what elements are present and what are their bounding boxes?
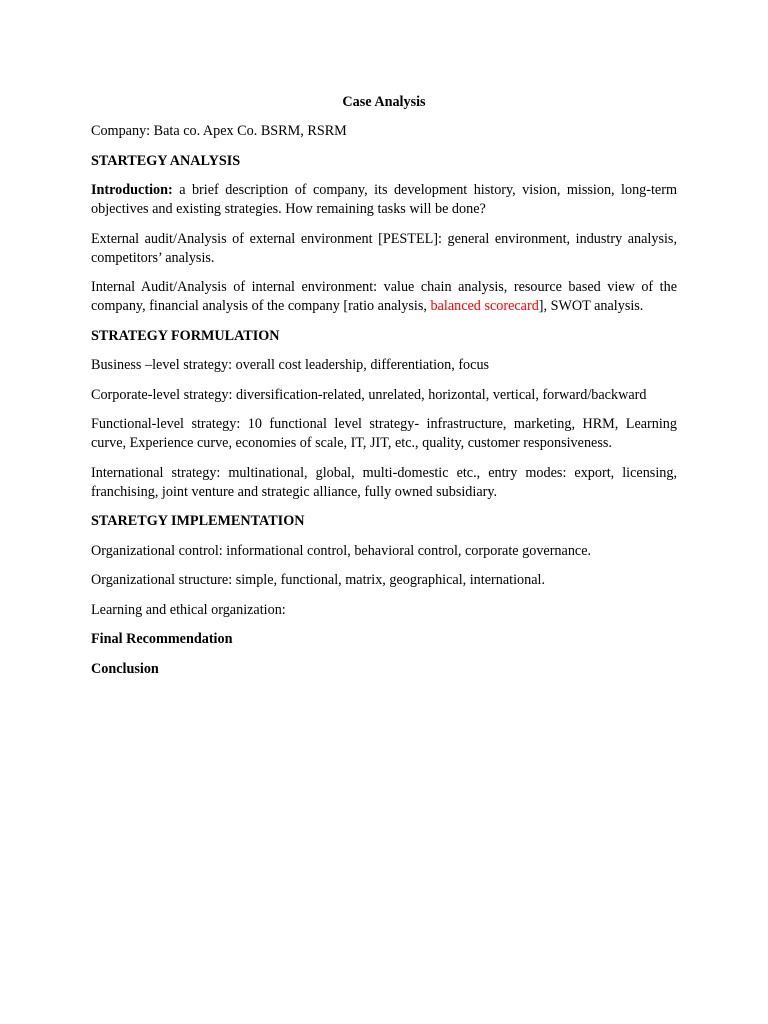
corporate-level-paragraph: Corporate-level strategy: diversification-related, unrelated, horizontal, vertical, forward/backward [91,386,647,403]
introduction-text: a brief description of company, its development history, vision, mission, long-term objectives and existing strategies. How remaining tasks will be done? [91,182,677,217]
conclusion-heading: Conclusion [91,660,159,677]
functional-level-paragraph: Functional-level strategy: 10 functional level strategy- infrastructure, marketing, HRM, Learning curve, Experience curve, economies of scale, IT, JIT, etc., quality, customer responsiveness. [91,416,677,451]
final-recommendation-heading: Final Recommendation [91,631,233,647]
document-page [91,93,677,689]
external-audit-paragraph: External audit/Analysis of external environment [PESTEL]: general environment, industry analysis, competitors’ analysis. [91,230,677,266]
international-strategy-paragraph: International strategy: multinational, global, multi-domestic etc., entry modes: export, licensing, franchising, joint venture and strategic alliance, fully owned subsidiary. [91,464,677,500]
internal-audit-text-end: ], SWOT analysis. [538,298,644,314]
business-level-paragraph: Business –level strategy: overall cost leadership, differentiation, focus [91,357,490,373]
section-heading-strategy-analysis: STARTEGY ANALYSIS [91,152,241,169]
introduction-paragraph [91,181,677,219]
balanced-scorecard-highlight: balanced scorecard [430,298,539,314]
document-title: Case Analysis [342,94,426,110]
organizational-control-paragraph: Organizational control: informational control, behavioral control, corporate governance. [91,542,592,559]
company-line: Company: Bata co. Apex Co. BSRM, RSRM [91,123,347,139]
internal-audit-paragraph [91,278,677,316]
introduction-label: Introduction: [91,182,173,198]
internal-audit-text-start: Internal Audit/Analysis of internal environment: value chain analysis, resource based view of the company, financial analysis of the company [ratio analysis, [91,279,677,314]
learning-ethical-paragraph: Learning and ethical organization: [91,601,286,618]
section-heading-strategy-formulation: STRATEGY FORMULATION [91,327,280,344]
section-heading-strategy-implementation: STARETGY IMPLEMENTATION [91,513,305,529]
organizational-structure-paragraph: Organizational structure: simple, functional, matrix, geographical, international. [91,572,545,588]
